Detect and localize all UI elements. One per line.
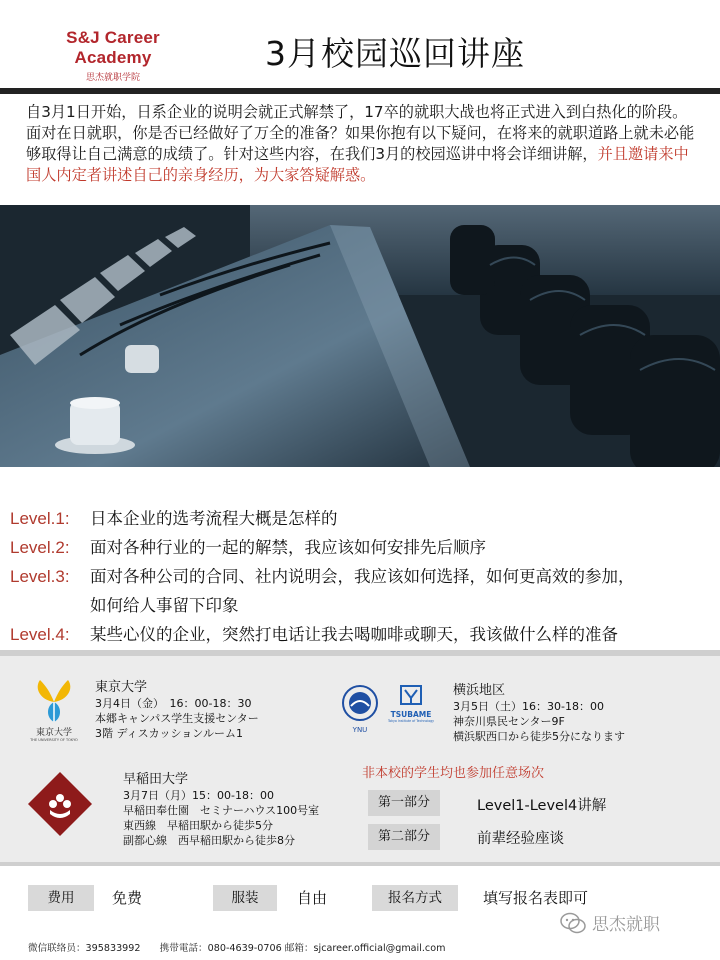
level-text: 日本企业的选考流程大概是怎样的 <box>90 509 338 528</box>
band-divider-bottom <box>0 862 720 866</box>
ginkgo-icon <box>30 676 78 724</box>
open-to-all-note: 非本校的学生均也参加任意场次 <box>362 766 545 781</box>
level-text: 面对各种行业的一起的解禁，我应该如何安排先后顺序 <box>90 538 486 557</box>
level-tag: Level.4: <box>10 625 70 644</box>
tokyo-logo-text: 東京大学 <box>35 728 72 738</box>
level-tag: Level.2: <box>10 538 70 557</box>
part2-label: 第二部分 <box>368 824 440 850</box>
tokyo-date: 3月4日（金） 16：00-18：30 <box>95 697 252 710</box>
waseda-place2: 東西線 早稲田駅から徒歩5分 <box>123 819 273 832</box>
dress-value: 自由 <box>297 889 328 907</box>
tokyo-logo-sub: THE UNIVERSITY OF TOKYO <box>30 738 78 742</box>
yokohama-place2: 横浜駅西口から徒歩5分になります <box>453 730 625 743</box>
part1-label: 第一部分 <box>368 790 440 816</box>
tokyo-event <box>95 679 259 741</box>
ynu-text: YNU <box>352 726 368 734</box>
tokyo-name: 東京大学 <box>95 680 148 695</box>
tokyo-university-logo <box>28 676 80 742</box>
yokohama-place1: 神奈川県民センター9F <box>453 715 565 728</box>
level-item <box>10 504 710 533</box>
waseda-emblem-icon <box>26 770 94 838</box>
brand-subtitle: 思杰就职学院 <box>85 73 140 83</box>
watermark-text: 思杰就职 <box>592 915 660 935</box>
brand-logo <box>28 28 198 83</box>
intro-paragraph <box>26 102 702 186</box>
yokohama-date: 3月5日（土）16：30-18：00 <box>453 700 604 713</box>
waseda-place3: 副都心線 西早稲田駅から徒歩8分 <box>123 834 295 847</box>
part2-value: 前辈经验座谈 <box>477 831 564 847</box>
ynu-logo <box>340 684 380 734</box>
level-list <box>10 504 710 649</box>
dress-label: 服装 <box>213 885 277 911</box>
waseda-logo <box>26 770 94 838</box>
level-tag: Level.3: <box>10 567 70 586</box>
level-item <box>10 620 710 649</box>
level-item <box>10 562 710 620</box>
waseda-event <box>123 771 319 848</box>
fee-label: 费用 <box>28 885 94 911</box>
waseda-name: 早稲田大学 <box>123 772 189 787</box>
signup-value: 填写报名表即可 <box>483 889 589 907</box>
intro-highlight: 并且邀请来中国人内定者讲述自己的亲身经历，为大家答疑解惑。 <box>26 145 689 184</box>
tsubame-logo <box>386 684 436 723</box>
wechat-icon <box>560 912 586 934</box>
tsubame-emblem-icon <box>398 684 424 706</box>
conference-room-illustration <box>0 205 720 467</box>
signup-label: 报名方式 <box>372 885 458 911</box>
ynu-emblem-icon <box>341 684 379 722</box>
level-text: 某些心仪的企业，突然打电话让我去喝咖啡或聊天，我该做什么样的准备 <box>90 625 618 644</box>
conference-room-photo <box>0 205 720 467</box>
contact-line: 微信联络员：395833992 携带電話：080-4639-0706 邮箱：sjcareer.official@gmail.com <box>28 943 446 954</box>
waseda-date: 3月7日（月）15：00-18：00 <box>123 789 274 802</box>
yokohama-event <box>453 682 625 744</box>
level-text-line2: 如何给人事留下印象 <box>90 596 239 615</box>
level-tag: Level.1: <box>10 509 70 528</box>
part1-value: Level1-Level4讲解 <box>477 798 607 814</box>
fee-value: 免费 <box>112 889 143 907</box>
tokyo-place2: 3階 ディスカッションルーム1 <box>95 727 244 740</box>
waseda-place1: 早稲田奉仕園 セミナーハウス100号室 <box>123 804 320 817</box>
page-title: 3月校园巡回讲座 <box>265 34 525 73</box>
level-item <box>10 533 710 562</box>
intro-text: 自3月1日开始，日系企业的说明会就正式解禁了，17卒的就职大战也将正式进入到白热化的阶段。面对在日就职，你是否已经做好了万全的准备？如果你抱有以下疑问，在将来的就职道路上就未必能够取得让自己满意的成绩了。针对这些内容，在我们3月的校园巡讲中将会详细讲解， <box>26 103 695 163</box>
wechat-watermark <box>560 910 660 935</box>
tsubame-sub: Tokyo Institute of Technology <box>387 719 435 723</box>
brand-name: S&J Career Academy <box>66 28 160 67</box>
yokohama-name: 横浜地区 <box>453 683 506 698</box>
tokyo-place1: 本郷キャンパス学生支援センター <box>95 712 259 725</box>
level-text <box>90 562 710 620</box>
header-divider <box>0 88 720 94</box>
tsubame-text: TSUBAME <box>390 710 432 719</box>
level-text-line1: 面对各种公司的合同、社内说明会，我应该如何选择，如何更高效的参加， <box>90 567 635 586</box>
